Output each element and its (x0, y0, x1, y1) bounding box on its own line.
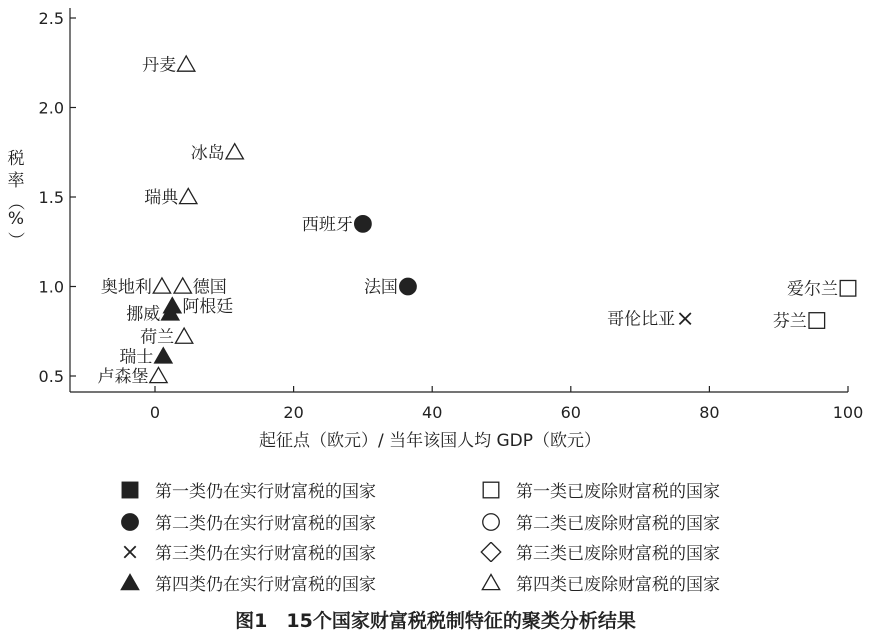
points (97, 56, 855, 387)
y-tick-label: 2.5 (38, 9, 64, 28)
legend-item (115, 570, 376, 595)
legend-symbol (476, 573, 506, 593)
data-point (809, 313, 825, 329)
legend-marker (122, 513, 139, 530)
data-point (153, 278, 170, 293)
data-point (226, 144, 243, 159)
x-axis-label: 起征点（欧元）/ 当年该国人均 GDP（欧元） (258, 431, 602, 451)
data-point-label: 芬兰 (772, 311, 807, 332)
y-axis-label-char: 税 (7, 149, 25, 169)
legend-item (476, 570, 720, 595)
data-point-label: 卢森堡 (97, 367, 149, 387)
legend-label: 第三类仍在实行财富税的国家 (155, 544, 376, 564)
data-point-label: 爱尔兰 (787, 279, 838, 300)
y-axis-label (5, 149, 25, 249)
x-tick-label: 20 (283, 403, 304, 422)
figure-caption: 图1 15个国家财富税税制特征的聚类分析结果 (235, 610, 636, 632)
legend-symbol (115, 512, 145, 532)
y-tick-label: 1.0 (38, 277, 64, 297)
data-point (400, 278, 417, 295)
y-tick-label: 2.0 (38, 98, 64, 118)
data-point-label: 荷兰 (140, 327, 175, 348)
legend-symbol (476, 512, 506, 532)
legend-label: 第四类已废除财富税的国家 (516, 575, 720, 595)
y-tick-label: 1.5 (38, 188, 64, 207)
x-tick-label: 40 (422, 403, 443, 422)
y-axis-label-char: 率 (7, 171, 25, 191)
data-point-label: 德国 (192, 277, 227, 298)
legend-item (476, 477, 720, 502)
data-point (155, 348, 172, 363)
x-tick-label: 80 (699, 403, 720, 422)
legend-marker (124, 546, 135, 557)
y-axis-label-char: % (7, 209, 25, 229)
legend-symbol (115, 480, 145, 500)
data-point (679, 313, 690, 324)
data-point-label: 法国 (363, 277, 398, 298)
legend-marker (483, 482, 499, 498)
data-point (150, 367, 167, 382)
legend-symbol (476, 542, 506, 562)
legend-symbol (476, 480, 506, 500)
data-point-label: 丹麦 (142, 55, 177, 76)
legend-label: 第四类仍在实行财富税的国家 (155, 575, 376, 595)
legend-marker (482, 574, 499, 589)
y-tick-label: 0.5 (38, 367, 64, 386)
y-axis-label-char: （ (5, 193, 25, 211)
data-point-label: 哥伦比亚 (607, 309, 676, 330)
data-point-label: 挪威 (126, 304, 161, 325)
legend-item (476, 539, 720, 564)
legend-label: 第一类已废除财富税的国家 (516, 482, 720, 502)
data-point (175, 328, 192, 343)
x-tick-label: 0 (149, 403, 161, 422)
legend-label: 第一类仍在实行财富税的国家 (155, 482, 376, 502)
data-point-label: 冰岛 (190, 143, 225, 164)
y-axis-label-char: ） (5, 231, 25, 249)
legend-item (115, 477, 376, 502)
data-point (174, 278, 191, 293)
legend-marker (483, 513, 500, 530)
legend-marker (122, 482, 138, 498)
data-point (180, 188, 197, 203)
data-point (840, 280, 856, 296)
data-point-label: 瑞典 (144, 188, 179, 208)
legend-item (476, 509, 720, 534)
legend-marker (121, 574, 138, 589)
data-point-label: 瑞士 (119, 347, 154, 368)
legend-label: 第二类已废除财富税的国家 (516, 514, 720, 534)
x-tick-label: 100 (832, 403, 864, 422)
data-point (177, 56, 194, 71)
x-tick-label: 60 (560, 403, 581, 422)
data-point-label: 西班牙 (301, 214, 353, 235)
legend-marker (481, 542, 501, 562)
data-point-label: 奥地利 (100, 277, 152, 298)
legend-item (115, 509, 376, 534)
legend-item (115, 539, 376, 564)
data-point-label: 阿根廷 (182, 297, 234, 318)
legend-symbol (115, 573, 145, 593)
legend-label: 第三类已废除财富税的国家 (516, 544, 720, 564)
legend-symbol (115, 542, 145, 562)
data-point (355, 216, 372, 233)
legend-label: 第二类仍在实行财富税的国家 (155, 514, 376, 534)
